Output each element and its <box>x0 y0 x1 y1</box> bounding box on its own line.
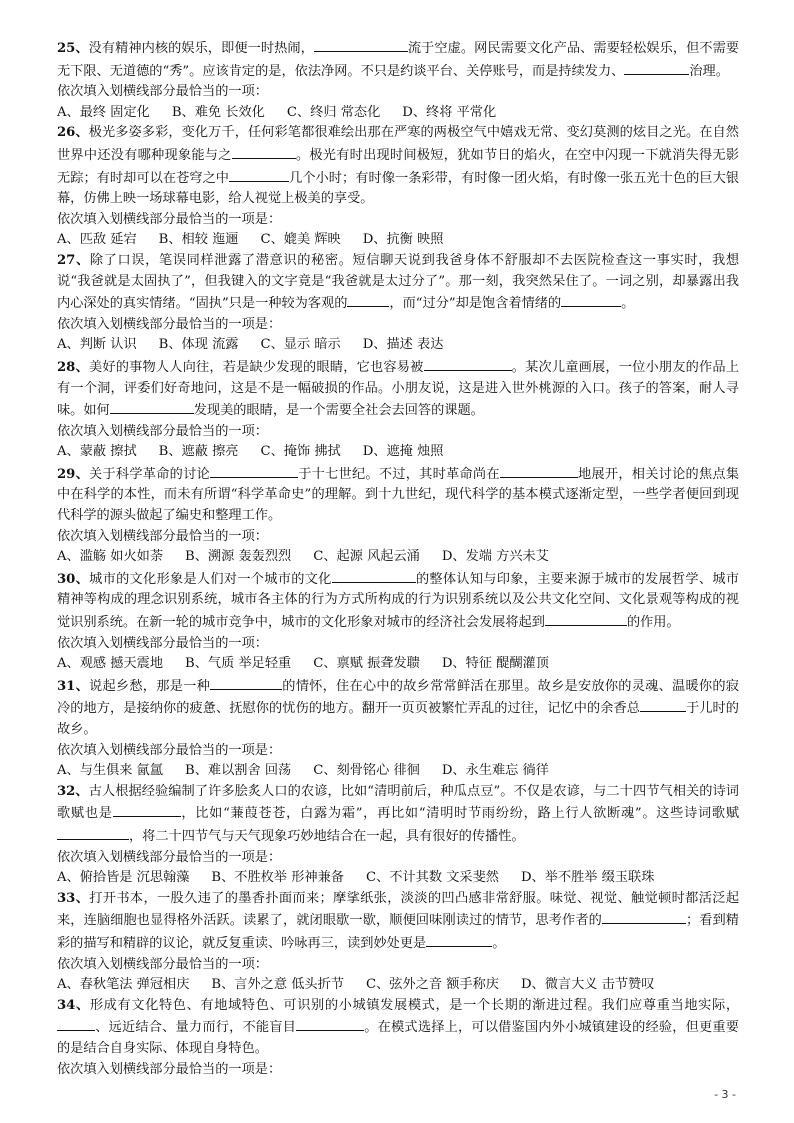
question-list <box>57 37 739 1080</box>
answer-option[interactable]: D、特征 醍醐灌顶 <box>441 656 549 672</box>
stem-text: 城市的文化形象是人们对一个城市的文化 <box>89 571 332 587</box>
question-number: 28、 <box>57 359 89 375</box>
answer-option[interactable]: D、微言大义 击节赞叹 <box>520 977 655 993</box>
answer-option[interactable]: C、不计其数 文采斐然 <box>365 870 499 886</box>
answer-options <box>57 761 739 782</box>
stem-text: 。 <box>492 935 506 951</box>
question-number: 29、 <box>57 466 90 482</box>
stem-text: 的整体认知与印象，主要来源于城市的发展哲学、城市精神等构成的理念识别系统，城市各主体的行为方式所构成的行为识别系统以及公共文化空间、文化景观等构成的视觉识别系统。在新一轮的城市竞争中，城市的文化形象对城市的经济社会发展将起到 <box>57 571 740 631</box>
answer-option[interactable]: A、滥觞 如火如荼 <box>57 549 164 565</box>
question-number: 33、 <box>57 890 90 906</box>
fill-blank <box>210 675 282 690</box>
fill-blank <box>57 825 129 840</box>
fill-blank <box>500 463 578 478</box>
fill-blank <box>314 37 408 52</box>
page-number: - 3 - <box>714 1088 736 1101</box>
stem-text: 。极光有时出现时间极短，犹如节日的焰火，在空中闪现一下就消失得无影无踪；有时却可以在苍穹之中 <box>57 147 740 186</box>
answer-option[interactable]: B、溯源 轰轰烈烈 <box>185 549 292 565</box>
stem-text: 极光多姿多彩，变化万千，任何彩笔都很难绘出那在严寒的两极空气中嬉戏无常、变幻莫测的炫目之光。在自然世界中还没有哪种现象能与之 <box>57 125 739 163</box>
question-prompt: 依次填入划横线部分最恰当的一项： <box>57 956 268 972</box>
answer-option[interactable]: C、显示 暗示 <box>260 337 341 353</box>
answer-option[interactable]: B、难以割舍 回荡 <box>185 763 292 779</box>
question-28 <box>57 356 739 463</box>
fill-blank <box>640 697 686 712</box>
answer-option[interactable]: D、抗衡 映照 <box>362 232 444 248</box>
answer-option[interactable]: D、举不胜举 缀玉联珠 <box>520 870 655 886</box>
answer-option[interactable]: A、蒙蔽 擦拭 <box>57 444 137 460</box>
question-prompt: 依次填入划横线部分最恰当的一项： <box>57 84 268 100</box>
stem-text: 除了口误，笔误同样泄露了潜意识的秘密。短信聊天说到我爸身体不舒服却不去医院检查这一事实时，我想说“我爸就是太固执了”，但我键入的文字竟是“我爸就是太过分了”。那一刻，我突然呆住了。一词之别，却暴露出我内心深处的真实情绪。“固执”只是一种较为客观的 <box>57 252 740 312</box>
stem-text: ；看到精彩的描写和精辟的议论，就反复重读、吟咏再三，读到妙处更是 <box>57 913 739 951</box>
question-30 <box>57 568 739 675</box>
answer-option[interactable]: B、遮蔽 擦亮 <box>158 444 239 460</box>
question-stem <box>57 568 739 634</box>
stem-text: 说起乡愁，那是一种 <box>89 678 211 694</box>
answer-option[interactable]: A、与生俱来 氤氲 <box>57 763 164 779</box>
answer-option[interactable]: D、描述 表达 <box>362 337 444 353</box>
question-26 <box>57 123 739 251</box>
answer-option[interactable]: A、判断 认识 <box>57 337 137 353</box>
stem-text: 的作用。 <box>626 615 680 631</box>
answer-options <box>57 230 739 251</box>
question-prompt: 依次填入划横线部分最恰当的一项是： <box>57 742 282 758</box>
stem-text: 发现美的眼睛，是一个需要全社会去回答的课题。 <box>193 403 484 419</box>
stem-text: 打开书本，一股久违了的墨香扑面而来；摩挲纸张，淡淡的凹凸感非常舒服。味觉、视觉、触觉顿时都活泛起来，连脑细胞也显得格外活跃。读累了，就闭眼歇一歇，顺便回味刚读过的情节，思考作者的 <box>57 890 740 929</box>
stem-text: 。 <box>621 296 635 312</box>
question-25 <box>57 37 739 123</box>
answer-option[interactable]: C、刻骨铭心 徘徊 <box>313 763 420 779</box>
stem-text: 于儿时的故乡。 <box>57 701 739 737</box>
question-prompt: 依次填入划横线部分最恰当的一项： <box>57 635 268 651</box>
question-31 <box>57 675 739 782</box>
stem-text: 关于科学革命的讨论 <box>89 466 210 482</box>
answer-options <box>57 868 739 889</box>
question-number: 27、 <box>57 252 90 268</box>
fill-blank <box>332 568 416 583</box>
stem-text: 形成有文化特色、有地域特色、可识别的小城镇发展模式，是一个长期的渐进过程。我们应尊重当地实际， <box>89 997 740 1013</box>
stem-text: ，将二十四节气与天气现象巧妙地结合在一起，具有很好的传播性。 <box>129 828 525 844</box>
question-stem <box>57 123 739 209</box>
question-27 <box>57 251 739 356</box>
fill-blank <box>624 60 689 75</box>
question-stem <box>57 356 739 422</box>
answer-options <box>57 335 739 356</box>
answer-option[interactable]: B、言外之意 低头折节 <box>211 977 344 993</box>
question-number: 26、 <box>57 125 89 141</box>
question-prompt: 依次填入划横线部分最恰当的一项是： <box>57 849 282 865</box>
stem-text: 古人根据经验编制了许多脍炙人口的农谚，比如“清明前后，种瓜点豆”。不仅是农谚，与二十四节气相关的诗词歌赋也是 <box>57 783 739 822</box>
question-number: 31、 <box>57 678 90 694</box>
stem-text: 几个小时；有时像一条彩带，有时像一团火焰，有时像一张五光十色的巨大银幕，仿佛上映一场球幕电影，给人视觉上极美的享受。 <box>57 170 740 207</box>
answer-option[interactable]: B、不胜枚举 形神兼备 <box>211 870 344 886</box>
fill-blank <box>561 292 621 307</box>
fill-blank <box>57 1016 95 1031</box>
answer-option[interactable]: B、气质 举足轻重 <box>185 656 292 672</box>
fill-blank <box>347 292 389 307</box>
fill-blank <box>296 1016 364 1031</box>
answer-option[interactable]: C、媲美 辉映 <box>260 232 341 248</box>
answer-option[interactable]: A、最终 固定化 <box>57 104 150 120</box>
stem-text: 。在模式选择上，可以借鉴国内外小城镇建设的经验，但更重要的是结合自身实际、体现自身特色。 <box>57 1020 739 1056</box>
answer-option[interactable]: A、俯拾皆是 沉思翰藻 <box>57 870 190 886</box>
question-stem <box>57 37 739 82</box>
question-34 <box>57 996 739 1080</box>
fill-blank <box>229 167 289 182</box>
question-stem <box>57 463 739 527</box>
answer-options <box>57 442 739 463</box>
answer-option[interactable]: A、春秋笔法 弹冠相庆 <box>57 977 190 993</box>
stem-text: 美好的事物人人向往，若是缺少发现的眼睛，它也容易被 <box>88 359 424 375</box>
fill-blank <box>113 802 181 817</box>
question-prompt: 依次填入划横线部分最恰当的一项是： <box>57 316 282 332</box>
answer-options <box>57 547 739 568</box>
answer-options <box>57 654 739 675</box>
question-29 <box>57 463 739 568</box>
fill-blank <box>426 932 492 947</box>
fill-blank <box>110 399 194 414</box>
stem-text: 、远近结合、量力而行，不能盲目 <box>95 1020 297 1036</box>
question-prompt: 依次填入划横线部分最恰当的一项： <box>57 528 268 544</box>
question-number: 25、 <box>57 41 89 56</box>
question-number: 34、 <box>57 997 90 1013</box>
question-stem <box>57 996 739 1060</box>
answer-option[interactable]: C、起源 风起云涌 <box>313 549 420 565</box>
answer-option[interactable]: C、掩饰 拂拭 <box>260 444 341 460</box>
stem-text: 于十七世纪。不过，其时革命尚在 <box>297 466 500 482</box>
stem-text: 。某次儿童画展，一位小朋友的作品上有一个洞，评委们好奇地问，这是不是一幅破损的作品。小朋友说，这是进入世外桃源的入口。孩子的答案，耐人寻味。如何 <box>57 359 740 419</box>
question-prompt: 依次填入划横线部分最恰当的一项： <box>57 423 268 439</box>
question-prompt: 依次填入划横线部分最恰当的一项是： <box>57 1061 282 1077</box>
answer-option[interactable]: C、弦外之音 额手称庆 <box>365 977 499 993</box>
answer-option[interactable]: C、终归 常态化 <box>286 104 381 120</box>
question-number: 30、 <box>57 571 90 587</box>
question-stem <box>57 675 739 741</box>
question-33 <box>57 889 739 996</box>
answer-options <box>57 103 739 124</box>
answer-option[interactable]: A、匹敌 延宕 <box>57 232 137 248</box>
answer-option[interactable]: D、遮掩 烛照 <box>362 444 444 460</box>
fill-blank <box>602 909 686 924</box>
stem-text: ，比如“蒹葭苍苍，白露为霜”，再比如“清明时节雨纷纷，路上行人欲断魂”。这些诗词歌赋 <box>180 806 740 822</box>
answer-option[interactable]: C、禀赋 振聋发聩 <box>313 656 420 672</box>
fill-blank <box>232 144 296 159</box>
fill-blank <box>424 356 512 371</box>
stem-text: ，而“过分”却是饱含着情绪的 <box>389 296 562 312</box>
fill-blank <box>545 611 627 626</box>
answer-option[interactable]: B、难免 长效化 <box>171 104 265 120</box>
answer-option[interactable]: D、发端 方兴未艾 <box>441 549 549 565</box>
question-32 <box>57 782 739 889</box>
fill-blank <box>210 463 298 478</box>
stem-text: 地展开，相关讨论的焦点集中在科学的本性，而未有所谓“科学革命史”的理解。到十九世纪，现代科学的基本模式逐渐定型，一些学者便回到现代科学的源头做起了编史和整理工作。 <box>57 466 740 524</box>
answer-option[interactable]: D、终将 平常化 <box>402 104 497 120</box>
answer-option[interactable]: B、相较 迤逦 <box>158 232 239 248</box>
question-stem <box>57 251 739 315</box>
question-prompt: 依次填入划横线部分最恰当的一项是： <box>57 211 282 227</box>
answer-option[interactable]: B、体现 流露 <box>158 337 239 353</box>
answer-option[interactable]: A、观感 撼天震地 <box>57 656 164 672</box>
answer-options <box>57 975 739 996</box>
answer-option[interactable]: D、永生难忘 徜徉 <box>441 763 549 779</box>
question-number: 32、 <box>57 783 89 799</box>
stem-text: 没有精神内核的娱乐，即便一时热闹， <box>88 41 314 56</box>
question-stem <box>57 782 739 848</box>
question-stem <box>57 889 739 955</box>
stem-text: 的情怀，住在心中的故乡常常鲜活在那里。故乡是安放你的灵魂、温暖你的寂冷的地方，是接纳你的疲惫、抚慰你的忧伤的地方。翻开一页页被繁忙弄乱的过往，记忆中的余香总 <box>57 678 739 717</box>
stem-text: 流于空虚。网民需要文化产品、需要轻松娱乐，但不需要无下限、无道德的“秀”。应该肯定的是，依法净网。不只是约谈平台、关停账号，而是持续发力、 <box>57 41 740 79</box>
stem-text: 治理。 <box>689 63 729 79</box>
